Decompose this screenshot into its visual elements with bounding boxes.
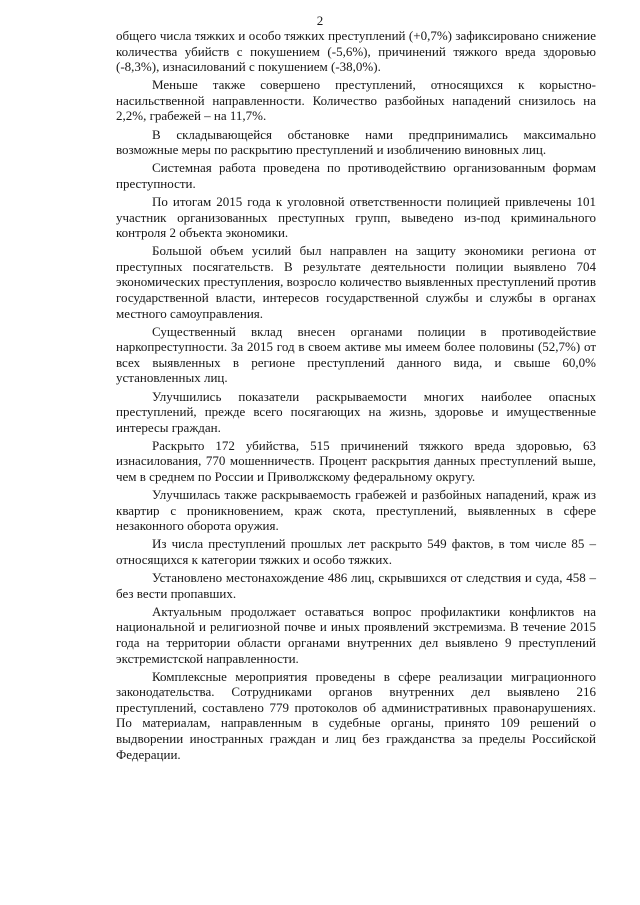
paragraph: Установлено местонахождение 486 лиц, скрывшихся от следствия и суда, 458 – без вести пропавших. <box>116 570 596 601</box>
paragraph: Улучшилась также раскрываемость грабежей и разбойных нападений, краж из квартир с проникновением, краж скота, преступлений, выявленных в сфере незаконного оборота оружия. <box>116 487 596 534</box>
page-number: 2 <box>316 13 324 28</box>
paragraph: Меньше также совершено преступлений, относящихся к корыстно-насильственной направленности. Количество разбойных нападений снизилось на 2,2%, грабежей – на 11,7%. <box>116 77 596 124</box>
document-body <box>116 28 596 765</box>
paragraph: Системная работа проведена по противодействию организованным формам преступности. <box>116 160 596 191</box>
paragraph: По итогам 2015 года к уголовной ответственности полицией привлечены 101 участник организованных преступных групп, выведено из-под криминального контроля 2 объекта экономики. <box>116 193 596 241</box>
paragraph: В складывающейся обстановке нами предпринимались максимально возможные меры по раскрытию преступлений и изобличению виновных лиц. <box>116 126 596 158</box>
paragraph: Актуальным продолжает оставаться вопрос профилактики конфликтов на национальной и религиозной почве и иных проявлений экстремизма. В течение 2015 года на территории области органами внутренних дел выявлено 9 преступлений экстремистской направленности. <box>116 603 596 666</box>
paragraph: Из числа преступлений прошлых лет раскрыто 549 фактов, в том числе 85 – относящихся к категории тяжких и особо тяжких. <box>116 536 596 567</box>
paragraph: Комплексные мероприятия проведены в сфере реализации миграционного законодательства. Сотрудниками органов внутренних дел выявлено 216 преступлений, составлено 779 протоколов об административных правонарушениях. По материалам, направленным в судебные органы, принято 109 решений о выдворении иностранных граждан и лиц без гражданства за пределы Российской Федерации. <box>116 668 596 762</box>
paragraph: Большой объем усилий был направлен на защиту экономики региона от преступных посягательств. В результате деятельности полиции выявлено 704 экономических преступления, возросло количество выявленных преступлений против государственной власти, интересов государственной службы и службы в органах местного самоуправления. <box>116 243 596 321</box>
paragraph: Существенный вклад внесен органами полиции в противодействие наркопреступности. За 2015 год в своем активе мы имеем более половины (52,7%) от всех выявленных в регионе преступлений данного вида, и свыше 60,0% установленных лиц. <box>116 323 596 386</box>
paragraph: общего числа тяжких и особо тяжких преступлений (+0,7%) зафиксировано снижение количества убийств с покушением (-5,6%), причинений тяжкого вреда здоровью (-8,3%), изнасилований с покушением (-38,0%). <box>116 28 596 75</box>
paragraph: Раскрыто 172 убийства, 515 причинений тяжкого вреда здоровью, 63 изнасилования, 770 мошенничеств. Процент раскрытия данных преступлений выше, чем в среднем по России и Приволжскому федеральному округу. <box>116 437 596 485</box>
paragraph: Улучшились показатели раскрываемости многих наиболее опасных преступлений, прежде всего посягающих на жизнь, здоровье и имущественные интересы граждан. <box>116 388 596 435</box>
